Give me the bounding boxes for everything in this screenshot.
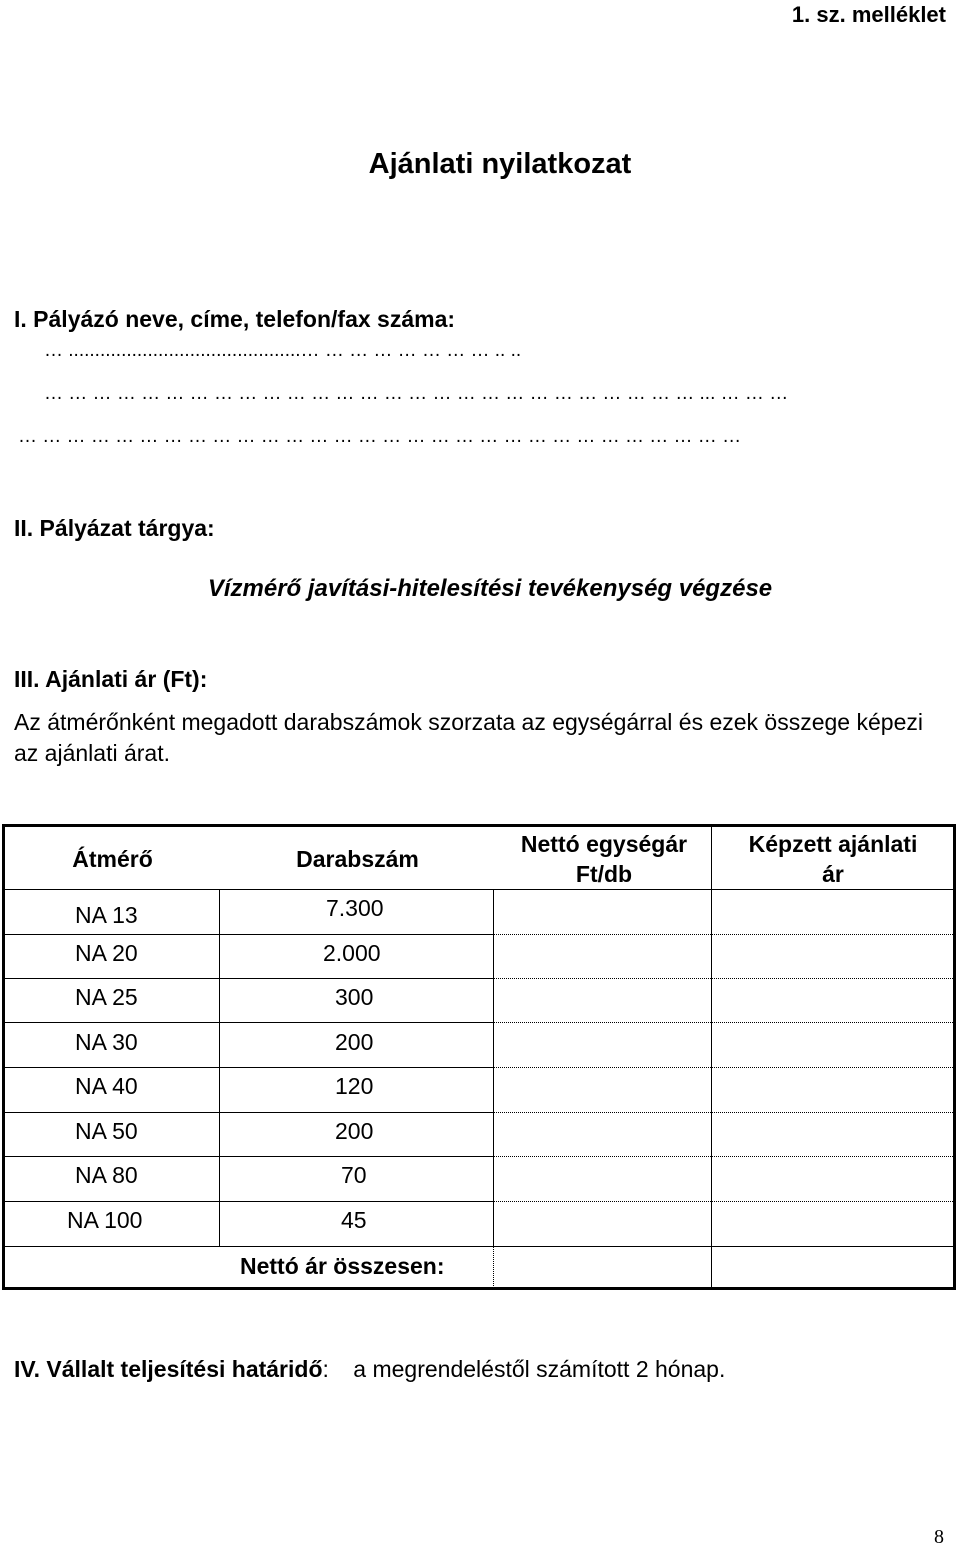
dotted-fill-line-3: … … … … … … … … … … … … … … … … … … … … … … … … … … … … … … [18,426,742,447]
section-2-heading: II. Pályázat tárgya: [14,515,215,541]
dotted-fill-line-1: … ............................................… … … … … … … … .. .. [44,340,522,361]
page-number: 8 [934,1526,944,1548]
row-7-quantity: 70 [341,1162,367,1188]
section-4-heading: IV. Vállalt teljesítési határidő [14,1356,323,1382]
header-divider [5,889,955,890]
section-3-heading: III. Ajánlati ár (Ft): [14,666,208,692]
dotted-fill-line-2: … … … … … … … … … … … … … … … … … … … … … … … … … … … ... … … … [44,383,789,404]
price-description: Az átmérőnként megadott darabszámok szorzata az egységárral és ezek összege képezi az ajánlati árat. [14,709,923,766]
total-label: Nettó ár összesen: [240,1253,445,1279]
row-8-diameter: NA 100 [67,1207,143,1233]
document-title: Ajánlati nyilatkozat [368,148,632,180]
header-offer-price: Képzett ajánlati ár [748,831,918,887]
tender-subject: Vízmérő javítási-hitelesítési tevékenység végzése [207,575,773,602]
row-7-diameter: NA 80 [75,1162,138,1188]
row-5-quantity: 120 [335,1073,374,1099]
section-4-value: a megrendeléstől számított 2 hónap. [353,1356,726,1382]
col-divider-3 [711,827,712,1290]
annex-label: 1. sz. melléklet [791,2,946,27]
row-4-quantity: 200 [335,1029,374,1055]
row-1-diameter: NA 13 [75,902,138,928]
section-4-colon: : [322,1356,329,1382]
row-4-diameter: NA 30 [75,1029,138,1055]
row-6-quantity: 200 [335,1118,374,1144]
row-5-diameter: NA 40 [75,1073,138,1099]
header-diameter: Átmérő [72,846,153,872]
header-quantity: Darabszám [296,846,419,872]
row-2-quantity: 2.000 [323,940,381,966]
col-divider-2 [493,889,494,1247]
section-1-heading: I. Pályázó neve, címe, telefon/fax száma: [14,306,456,332]
price-table [2,824,956,1290]
row-3-quantity: 300 [335,984,374,1010]
section-4-deadline [14,1356,725,1383]
row-1-quantity: 7.300 [326,895,384,921]
col-divider-1 [219,889,220,1247]
col-divider-2-dotted [493,1247,494,1290]
row-2-diameter: NA 20 [75,940,138,966]
header-unit-price: Nettó egységár Ft/db [520,831,688,887]
row-8-quantity: 45 [341,1207,367,1233]
row-3-diameter: NA 25 [75,984,138,1010]
row-6-diameter: NA 50 [75,1118,138,1144]
